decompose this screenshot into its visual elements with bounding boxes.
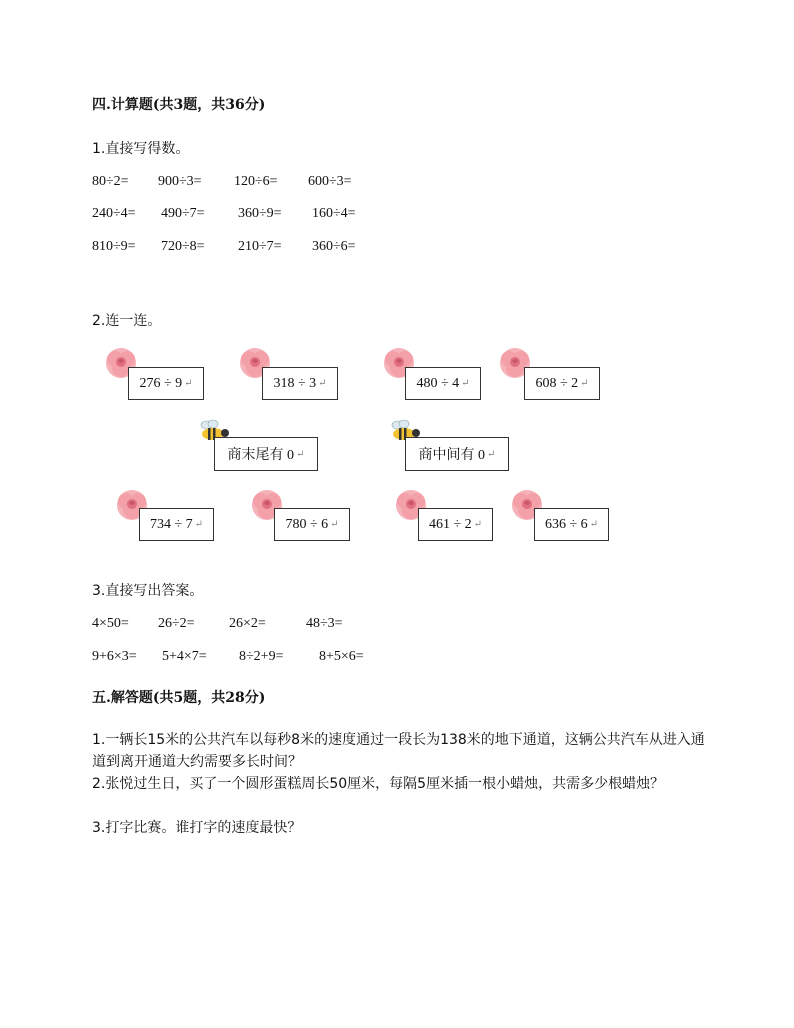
section-4-title: 四.计算题(共3题，共36分) xyxy=(92,97,266,113)
q2-title: 2.连一连。 xyxy=(92,313,162,329)
q2-top-box-1-label: 276 ÷ 9 xyxy=(139,375,183,391)
q2-middle-box-1-label: 商末尾有 0 xyxy=(227,448,295,463)
q1-r3c1: 810÷9= xyxy=(92,239,136,254)
q3-r1c2: 26÷2= xyxy=(158,616,195,631)
q1-r2c4: 160÷4= xyxy=(312,206,356,221)
q3-r2c1: 9+6×3= xyxy=(92,649,137,664)
q1-r1c1: 80÷2= xyxy=(92,174,129,189)
q1-r3c2: 720÷8= xyxy=(161,239,205,254)
q1-r2c3: 360÷9= xyxy=(238,206,282,221)
q2-bottom-box-1[interactable] xyxy=(139,508,214,541)
q1-r1c4: 600÷3= xyxy=(308,174,352,189)
q1-r1c3: 120÷6= xyxy=(234,174,278,189)
q3-r1c3: 26×2= xyxy=(229,616,266,631)
q2-bottom-box-2[interactable] xyxy=(274,508,350,541)
q1-r3c3: 210÷7= xyxy=(238,239,282,254)
return-mark: ↵ xyxy=(194,519,204,530)
return-mark: ↵ xyxy=(487,448,496,460)
return-mark: ↵ xyxy=(461,378,470,389)
q2-top-box-2-label: 318 ÷ 3 xyxy=(273,375,317,391)
return-mark: ↵ xyxy=(330,519,339,530)
q3-r1c1: 4×50= xyxy=(92,616,129,631)
section-5-title: 五.解答题(共5题，共28分) xyxy=(92,690,266,706)
return-mark: ↵ xyxy=(580,378,589,389)
return-mark: ↵ xyxy=(589,519,599,530)
q2-middle-box-1[interactable] xyxy=(214,437,318,471)
q3-r2c2: 5+4×7= xyxy=(162,649,207,664)
problem-1: 1.一辆长15米的公共汽车以每秒8米的速度通过一段长为138米的地下通道，这辆公共汽车从进入通道到离开通道大约需要多长时间？ xyxy=(92,732,705,770)
q1-title: 1.直接写得数。 xyxy=(92,141,190,157)
q2-top-box-3[interactable] xyxy=(405,367,481,400)
problem-3: 3.打字比赛。谁打字的速度最快？ xyxy=(92,820,302,836)
q3-r2c4: 8+5×6= xyxy=(319,649,364,664)
q3-title: 3.直接写出答案。 xyxy=(92,583,204,599)
q1-r2c1: 240÷4= xyxy=(92,206,136,221)
q2-bottom-box-4-label: 636 ÷ 6 xyxy=(544,516,588,532)
q2-top-box-2[interactable] xyxy=(262,367,338,400)
q2-top-box-4[interactable] xyxy=(524,367,600,400)
q1-r1c2: 900÷3= xyxy=(158,174,202,189)
return-mark: ↵ xyxy=(318,378,327,389)
q1-r3c4: 360÷6= xyxy=(312,239,356,254)
q2-bottom-box-4[interactable] xyxy=(534,508,609,541)
q2-bottom-box-2-label: 780 ÷ 6 xyxy=(285,516,329,532)
q2-middle-box-2[interactable] xyxy=(405,437,509,471)
q2-bottom-box-3[interactable] xyxy=(418,508,493,541)
return-mark: ↵ xyxy=(473,519,483,530)
q1-r2c2: 490÷7= xyxy=(161,206,205,221)
q2-top-box-4-label: 608 ÷ 2 xyxy=(535,375,579,391)
q3-r1c4: 48÷3= xyxy=(306,616,343,631)
return-mark: ↵ xyxy=(296,448,305,460)
q2-top-box-1[interactable] xyxy=(128,367,204,400)
q2-middle-box-2-label: 商中间有 0 xyxy=(418,448,486,463)
q3-r2c3: 8÷2+9= xyxy=(239,649,284,664)
q2-bottom-box-3-label: 461 ÷ 2 xyxy=(428,516,472,532)
problem-2: 2.张悦过生日，买了一个圆形蛋糕周长50厘米，每隔5厘米插一根小蜡烛，共需多少根蜡烛？ xyxy=(92,776,665,792)
q2-top-box-3-label: 480 ÷ 4 xyxy=(416,375,460,391)
q2-bottom-box-1-label: 734 ÷ 7 xyxy=(149,516,193,532)
return-mark: ↵ xyxy=(184,378,193,389)
